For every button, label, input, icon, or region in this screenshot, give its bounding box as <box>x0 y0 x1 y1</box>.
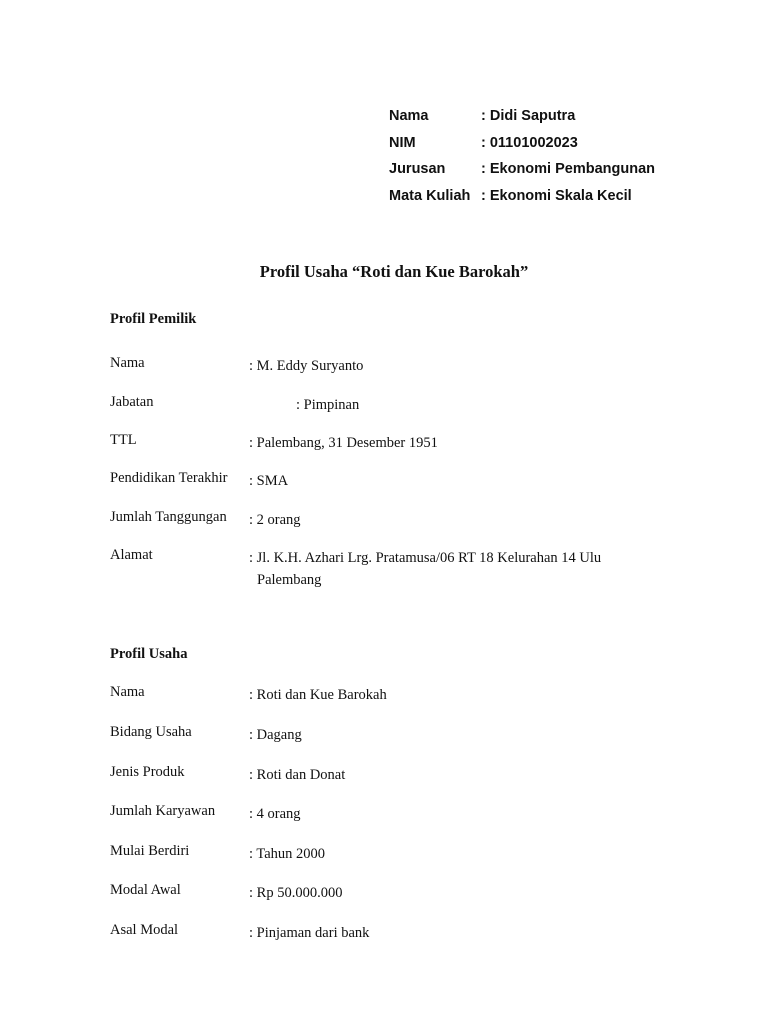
field-value: : M. Eddy Suryanto <box>249 358 364 374</box>
field-value: : SMA <box>249 473 289 489</box>
field-label: Asal Modal <box>110 922 179 938</box>
field-label: Alamat <box>110 547 153 563</box>
field-value: : Roti dan Kue Barokah <box>249 687 387 703</box>
field-value-line: Palembang <box>257 572 322 588</box>
student-label: Nama <box>389 108 429 124</box>
field-value: : Dagang <box>249 727 302 743</box>
student-value: : Ekonomi Pembangunan <box>481 161 656 177</box>
student-value: : Didi Saputra <box>481 108 576 124</box>
field-label: Mulai Berdiri <box>110 843 190 859</box>
field-value: : Roti dan Donat <box>249 767 346 783</box>
field-value: : Palembang, 31 Desember 1951 <box>249 435 438 451</box>
field-value: : Pinjaman dari bank <box>249 925 370 941</box>
student-label: Jurusan <box>389 161 446 177</box>
document-title: Profil Usaha “Roti dan Kue Barokah” <box>259 262 529 281</box>
field-value: : Rp 50.000.000 <box>249 885 343 901</box>
field-label: TTL <box>110 432 137 448</box>
field-label: Jumlah Karyawan <box>110 803 216 819</box>
field-label: Jumlah Tanggungan <box>110 509 227 525</box>
field-label: Nama <box>110 355 145 371</box>
field-label: Pendidikan Terakhir <box>110 470 228 486</box>
field-label: Jabatan <box>110 394 154 410</box>
section-heading-profil-pemilik: Profil Pemilik <box>110 311 197 327</box>
section-heading-profil-usaha: Profil Usaha <box>110 646 188 662</box>
student-value: : Ekonomi Skala Kecil <box>481 187 632 204</box>
field-value: : 2 orang <box>249 512 301 528</box>
student-label: Mata Kuliah <box>389 187 471 204</box>
student-label: NIM <box>389 134 416 151</box>
field-label: Nama <box>110 684 145 700</box>
field-label: Bidang Usaha <box>110 724 192 740</box>
field-value: : 4 orang <box>249 806 301 822</box>
field-label: Modal Awal <box>110 882 181 898</box>
field-value: : Pimpinan <box>296 397 360 413</box>
field-label: Jenis Produk <box>110 764 185 780</box>
field-value <box>249 547 601 591</box>
student-value: : 01101002023 <box>481 134 578 151</box>
field-value: : Tahun 2000 <box>249 846 326 862</box>
field-value-line: : Jl. K.H. Azhari Lrg. Pratamusa/06 RT 18 Kelurahan 14 Ulu <box>249 550 602 566</box>
